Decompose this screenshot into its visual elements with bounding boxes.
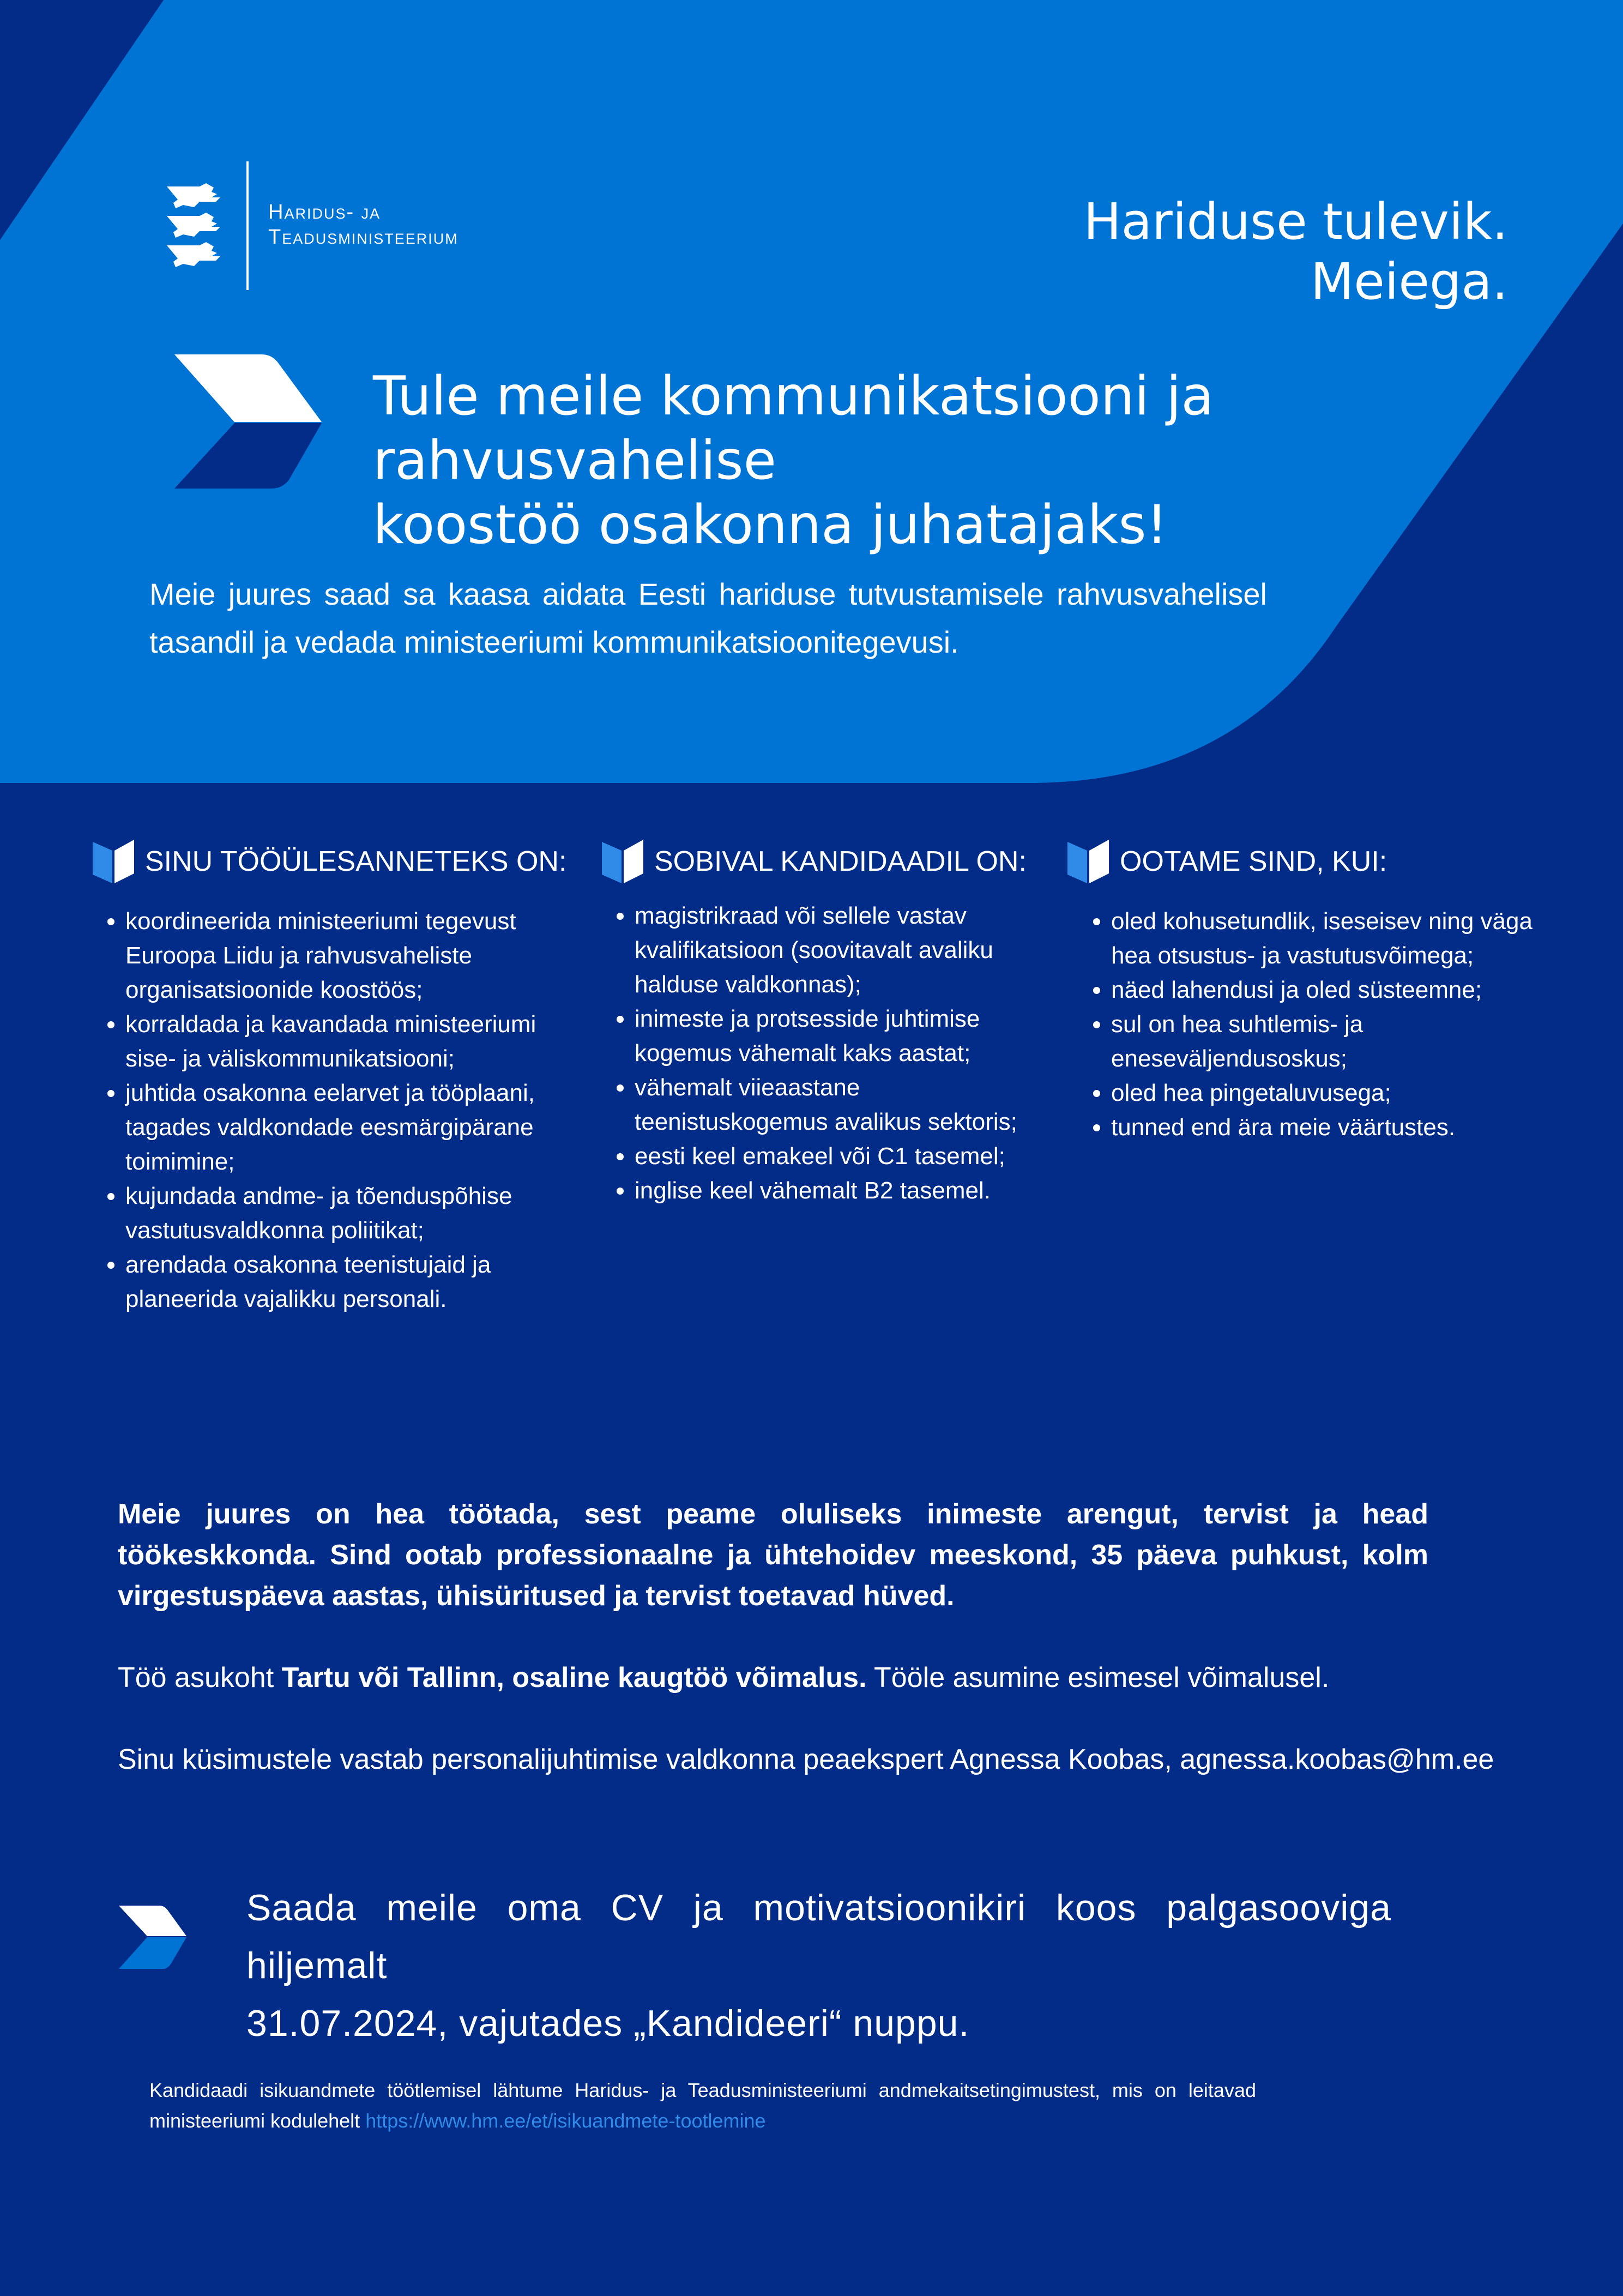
location-prefix: Töö asukoht	[118, 1662, 282, 1694]
list-item: • oled hea pingetaluvusega;	[1111, 1076, 1547, 1110]
slogan: Hariduse tulevik. Meiega.	[1083, 192, 1508, 311]
book-icon	[602, 840, 643, 883]
list-item: • arendada osakonna teenistujaid ja planeerida vajalikku personali.	[125, 1248, 578, 1316]
ministry-logo	[161, 161, 488, 290]
list-item: • koordineerida ministeeriumi tegevust Euroopa Liidu ja rahvusvaheliste organisatsioonide koostöös;	[125, 904, 578, 1007]
list-item: • vähemalt viieaastane teenistuskogemus avalikus sektoris;	[635, 1070, 1054, 1139]
list-item: • näed lahendusi ja oled süsteemne;	[1111, 973, 1547, 1007]
logo-wordmark	[268, 200, 458, 250]
apply-line-1: Saada meile oma CV ja motivatsioonikiri koos palgasooviga hiljemalt	[246, 1887, 1391, 1986]
tasks-list	[92, 904, 578, 1316]
list-item: • eesti keel emakeel või C1 tasemel;	[635, 1139, 1054, 1173]
privacy-footer	[149, 2075, 1256, 2136]
benefits-paragraph: Meie juures on hea töötada, sest peame oluliseks inimeste arengut, tervist ja head töökeskkonda. Sind ootab professionaalne ja ühtehoidev meeskond, 35 päeva puhkust, kolm virgestuspäeva aastas, ühisüritused ja tervist toetavad hüved.	[118, 1498, 1428, 1612]
location-suffix: Tööle asumine esimesel võimalusel.	[866, 1662, 1330, 1694]
list-item: • magistrikraad või sellele vastav kvalifikatsioon (soovitavalt avaliku halduse valdkonnas);	[635, 899, 1054, 1002]
location-paragraph	[118, 1658, 1481, 1698]
column-heading-text: OOTAME SIND, KUI:	[1120, 846, 1387, 877]
contact-paragraph: Sinu küsimustele vastab personalijuhtimise valdkonna peaekspert Agnessa Koobas, agnessa.koobas@hm.ee	[118, 1744, 1494, 1775]
apply-instructions	[246, 1879, 1391, 2052]
candidate-list	[601, 899, 1054, 1208]
apply-line-2: 31.07.2024, vajutades „Kandideeri“ nuppu.	[246, 2003, 970, 2044]
column-heading-tasks	[93, 840, 566, 883]
list-item: • inglise keel vähemalt B2 tasemel.	[635, 1173, 1054, 1208]
book-icon	[1067, 840, 1109, 883]
expectations-list	[1077, 904, 1547, 1144]
logo-line-2: Teadusministeerium	[268, 226, 458, 249]
list-item: • tunned end ära meie väärtustes.	[1111, 1110, 1547, 1144]
logo-line-1: Haridus- ja	[268, 201, 381, 224]
column-heading-candidate	[602, 840, 1027, 883]
intro-paragraph: Meie juures saad sa kaasa aidata Eesti hariduse tutvustamisele rahvusvahelisel tasandil ja vedada ministeeriumi kommunikatsioonitegevusi.	[149, 577, 1267, 659]
three-lions-coat-of-arms-icon	[161, 181, 232, 274]
chevron-mark-icon	[119, 1906, 186, 1969]
privacy-link[interactable]: https://www.hm.ee/et/isikuandmete-tootlemine	[365, 2110, 766, 2132]
column-heading-text: SOBIVAL KANDIDAADIL ON:	[654, 846, 1027, 877]
list-item: • korraldada ja kavandada ministeeriumi sise- ja väliskommunikatsiooni;	[125, 1007, 578, 1076]
book-icon	[93, 840, 134, 883]
footer-text: Kandidaadi isikuandmete töötlemisel lähtume Haridus- ja Teadusministeeriumi andmekaitsetingimustest, mis on leitavad ministeeriumi kodulehelt	[149, 2079, 1256, 2132]
logo-divider	[246, 161, 249, 290]
title-line-1: Tule meile kommunikatsiooni ja rahvusvahelise	[373, 365, 1214, 492]
list-item: • juhtida osakonna eelarvet ja tööplaani, tagades valdkondade eesmärgipärane toimimine;	[125, 1076, 578, 1179]
list-item: • inimeste ja protsesside juhtimise kogemus vähemalt kaks aastat;	[635, 1002, 1054, 1070]
location-bold: Tartu või Tallinn, osaline kaugtöö võimalus.	[281, 1662, 867, 1694]
column-heading-text: SINU TÖÖÜLESANNETEKS ON:	[145, 846, 567, 877]
list-item: • oled kohusetundlik, iseseisev ning väga hea otsustus- ja vastutusvõimega;	[1111, 904, 1547, 973]
list-item: • sul on hea suhtlemis- ja eneseväljendusoskus;	[1111, 1007, 1547, 1076]
chevron-mark-icon	[174, 354, 322, 491]
list-item: • kujundada andme- ja tõenduspõhise vastutusvaldkonna poliitikat;	[125, 1179, 578, 1248]
column-heading-expectations	[1067, 840, 1387, 883]
page-title	[373, 364, 1529, 557]
title-line-2: koostöö osakonna juhatajaks!	[373, 494, 1168, 556]
